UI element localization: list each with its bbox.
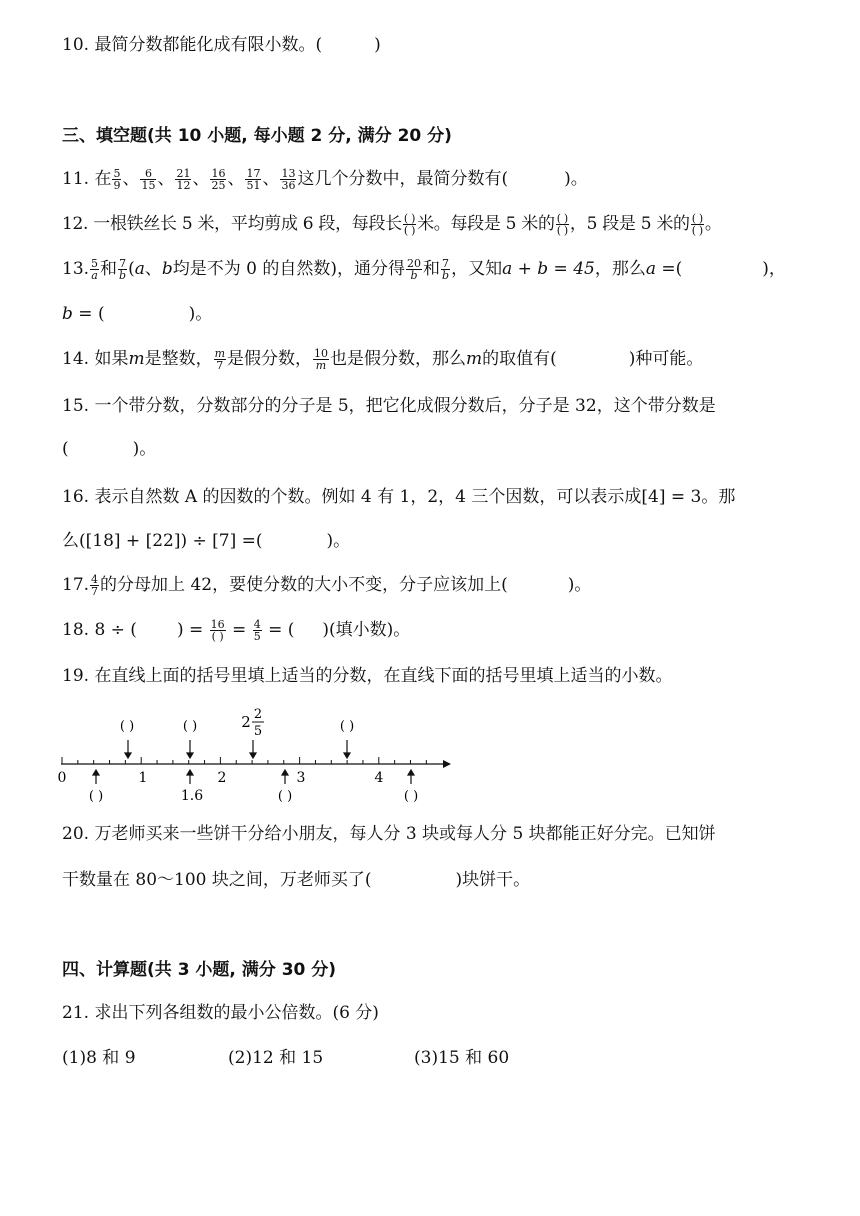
top-blank-1: ( ) — [119, 719, 135, 734]
section-4-title: 四、计算题(共 3 小题, 满分 30 分) — [62, 960, 337, 980]
question-12: 12. 一根铁丝长 5 米，平均剪成 6 段，每段长 $\frac{( )}{( )}$ 米。每段是 5 米的 $\frac{( )}{( )}$ ，5 段是 5 米的 $\frac{( )}{( )}$ 。 — [62, 212, 722, 237]
axis-arrowhead — [443, 760, 451, 768]
fraction: $\frac{16}{( )}$ — [210, 618, 225, 643]
fraction: $\frac{7}{b}$ — [442, 257, 450, 282]
question-16: 16. 表示自然数 A 的因数的个数。例如 4 有 1，2，4 三个因数，可以表示成[4] = 3。那 — [62, 487, 736, 507]
question-21: 21. 求出下列各组数的最小公倍数。(6 分) — [62, 1003, 379, 1023]
question-15: 15. 一个带分数，分数部分的分子是 5，把它化成假分数后，分子是 32，这个带分数是 — [62, 396, 716, 416]
tick-label-1: 1 — [138, 770, 148, 786]
q21-item-1: (1)8 和 9 — [62, 1048, 136, 1068]
question-17: 17. $\frac{4}{7}$ 的分母加上 42，要使分数的大小不变，分子应该加上( )。 — [62, 573, 592, 598]
question-13: 13. $\frac{5}{a}$ 和 $\frac{7}{b}$ (a、b均是不为 0 的自然数)，通分得 $\frac{20}{b}$ 和 $\frac{7}{b}$ ，又知a + b = 45，那么a =( )， — [62, 257, 786, 282]
question-19: 19. 在直线上面的括号里填上适当的分数，在直线下面的括号里填上适当的小数。 — [62, 666, 673, 686]
fraction: $\frac{17}{51}$ — [246, 167, 261, 192]
q21-item-3: (3)15 和 60 — [414, 1048, 510, 1068]
question-10: 10. 最简分数都能化成有限小数。( ) — [62, 35, 381, 55]
blank-fraction: $\frac{( )}{( )}$ — [403, 212, 416, 237]
tick-label-2: 2 — [217, 770, 227, 786]
fraction: $\frac{4}{7}$ — [91, 573, 99, 598]
question-20-line-2: 干数量在 80～100 块之间，万老师买了( )块饼干。 — [62, 870, 531, 890]
tick-label-0: 0 — [57, 770, 67, 786]
fraction: $\frac{m}{7}$ — [214, 347, 226, 372]
bottom-blank-1: ( ) — [88, 789, 104, 804]
bottom-blank-3: ( ) — [403, 789, 419, 804]
q21-item-2: (2)12 和 15 — [228, 1048, 324, 1068]
down-arrows — [125, 740, 350, 758]
question-11: 11. 在 $\frac{5}{9}$ 、 $\frac{6}{15}$ 、 $\frac{21}{12}$ 、 $\frac{16}{25}$ 、 $\frac{17}{51}$ 、 $\frac{13}{36}$ 这几个分数中，最简分数有( )。 — [62, 167, 588, 192]
fraction: $\frac{4}{5}$ — [253, 618, 261, 643]
label-1-6: 1.6 — [180, 788, 204, 804]
mixed-whole: 2 — [241, 713, 251, 731]
blank-fraction: $\frac{( )}{( )}$ — [691, 212, 703, 237]
fraction: $\frac{5}{a}$ — [91, 257, 99, 282]
mixed-numerator: 2 — [253, 707, 263, 722]
tick-marks — [62, 757, 426, 764]
top-blank-2: ( ) — [182, 719, 198, 734]
top-blank-3: ( ) — [339, 719, 355, 734]
fraction: $\frac{10}{m}$ — [314, 347, 329, 372]
fraction: $\frac{6}{15}$ — [141, 167, 156, 192]
question-15-line-2: ( )。 — [62, 439, 157, 459]
bottom-blank-2: ( ) — [277, 789, 293, 804]
tick-label-4: 4 — [374, 770, 384, 786]
fraction: $\frac{13}{36}$ — [281, 167, 296, 192]
question-16-line-2: 么([18] + [22]) ÷ [7] =( )。 — [62, 531, 351, 551]
question-13-line-2: b = ( )。 — [62, 304, 213, 324]
number-line-figure — [55, 700, 455, 810]
question-18: 18. 8 ÷ ( ) = $\frac{16}{( )}$ = $\frac{4}{5}$ = ( )(填小数)。 — [62, 618, 411, 643]
mixed-denominator: 5 — [253, 724, 263, 739]
fraction: $\frac{16}{25}$ — [211, 167, 226, 192]
fraction: $\frac{21}{12}$ — [176, 167, 191, 192]
tick-label-3: 3 — [296, 770, 306, 786]
blank-fraction: $\frac{( )}{( )}$ — [556, 212, 568, 237]
fraction: $\frac{20}{b}$ — [407, 257, 422, 282]
fraction: $\frac{7}{b}$ — [119, 257, 127, 282]
question-20: 20. 万老师买来一些饼干分给小朋友，每人分 3 块或每人分 5 块都能正好分完。已知饼 — [62, 824, 716, 844]
section-3-title: 三、填空题(共 10 小题, 每小题 2 分, 满分 20 分) — [62, 126, 452, 146]
fraction: $\frac{5}{9}$ — [113, 167, 121, 192]
question-14: 14. 如果m是整数， $\frac{m}{7}$ 是假分数， $\frac{10}{m}$ 也是假分数，那么m的取值有( )种可能。 — [62, 347, 704, 372]
